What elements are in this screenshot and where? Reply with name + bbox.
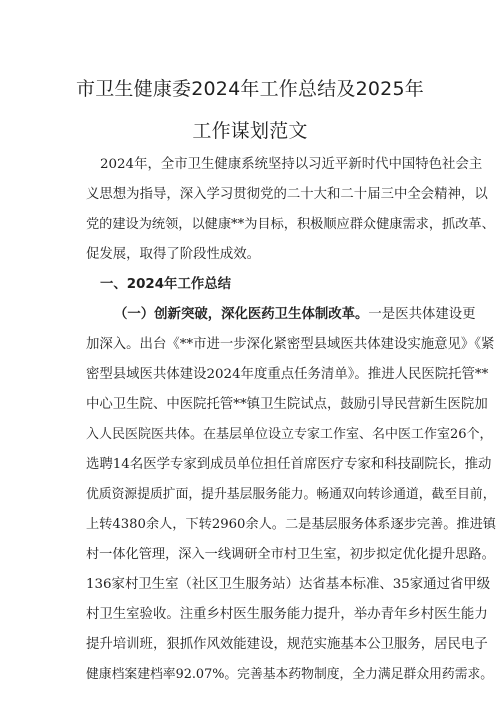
body-line: 提升培训班，狠抓作风效能建设，规范实施基本公卫服务，居民电子 xyxy=(86,637,488,652)
body-line: 选聘14名医学专家到成员单位担任首席医疗专家和科技副院长，推动 xyxy=(86,457,492,472)
body-line: 136家村卫生室（社区卫生服务站）达省基本标准、35家通过省甲级 xyxy=(86,577,491,592)
document-title-line-2: 工作谋划范文 xyxy=(192,120,308,142)
body-line: 健康档案建档率92.07%。完善基本药物制度，全力满足群众用药需求。 xyxy=(86,667,494,682)
body-line: 密型县域医共体建设2024年度重点任务清单》。推进人民医院托管** xyxy=(86,367,489,382)
body-line: 入人民医院医共体。在基层单位设立专家工作室、名中医工作室26个， xyxy=(86,427,493,442)
document-title-line-1: 市卫生健康委2024年工作总结及2025年 xyxy=(76,78,424,100)
subsection-heading: （一）创新突破，深化医药卫生体制改革。 xyxy=(114,307,369,322)
body-line: 村一体化管理，深入一线调研全市村卫生室，初步拟定优化提升思路。 xyxy=(86,547,495,562)
subsection-first-line-tail: 一是医共体建设更 xyxy=(368,307,476,322)
intro-line: 党的建设为统领，以健康**为目标，积极顺应群众健康需求，抓改革、 xyxy=(86,217,495,232)
body-line: 加深入。出台《**市进一步深化紧密型县域医共体建设实施意见》《紧 xyxy=(86,337,495,352)
section-heading: 一、2024年工作总结 xyxy=(100,277,232,292)
intro-line: 义思想为指导，深入学习贯彻党的二十大和二十届三中全会精神，以 xyxy=(86,187,488,202)
body-line: 上转4380余人，下转2960余人。二是基层服务体系逐步完善。推进镇 xyxy=(86,517,496,532)
intro-line: 促发展，取得了阶段性成效。 xyxy=(86,247,261,262)
intro-line: 2024年，全市卫生健康系统坚持以习近平新时代中国特色社会主 xyxy=(100,157,483,172)
body-line: 优质资源提质扩面，提升基层服务能力。畅通双向转诊通道，截至目前， xyxy=(86,487,496,502)
body-line: 村卫生室验收。注重乡村医生服务能力提升，举办青年乡村医生能力 xyxy=(86,607,488,622)
body-line: 中心卫生院、中医院托管**镇卫生院试点，鼓励引导民营新生医院加 xyxy=(86,397,488,412)
subsection-first-line xyxy=(114,305,476,325)
